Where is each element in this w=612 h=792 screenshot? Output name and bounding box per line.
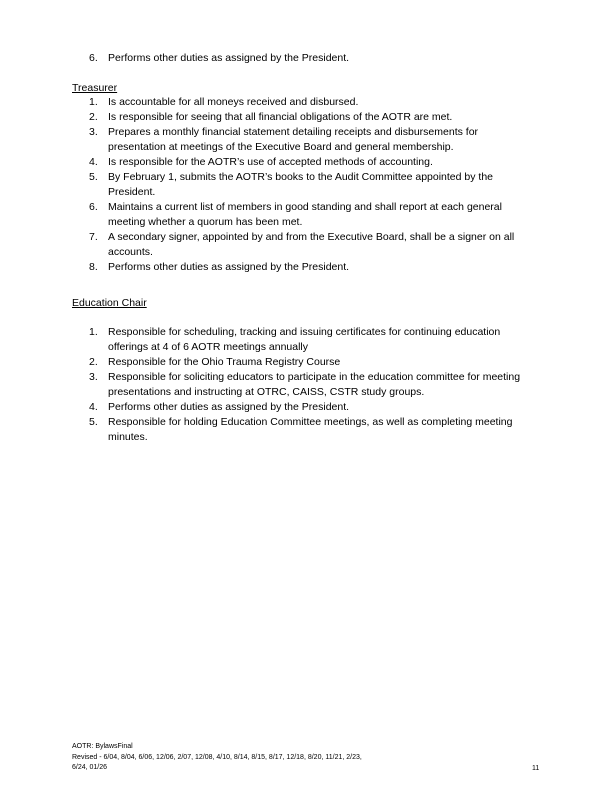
list-item-number: 1. [89,96,98,108]
education-chair-heading: Education Chair [72,297,147,309]
list-item-text: Is accountable for all moneys received and disbursed. [108,96,359,108]
list-item [0,355,538,370]
education-chair-list [0,325,538,445]
list-item-number: 6. [89,201,98,213]
list-item [0,415,538,445]
list-item-text: Responsible for soliciting educators to participate in the education committee for meeting presentations and instructing at OTRC, CAISS, CSTR study groups. [108,371,521,398]
list-item-text: Is responsible for the AOTR’s use of accepted methods of accounting. [108,156,433,168]
list-item-text: Performs other duties as assigned by the President. [108,401,350,413]
list-item [0,260,538,275]
list-item-number: 2. [89,111,98,123]
footer-document-name: AOTR: BylawsFinal [72,743,133,750]
list-item-text: By February 1, submits the AOTR’s books to the Audit Committee appointed by the President. [108,171,494,198]
list-item-text: Responsible for scheduling, tracking and issuing certificates for continuing education offerings at 4 of 6 AOTR meetings annually [108,326,501,353]
treasurer-heading: Treasurer [72,82,118,94]
list-item [0,51,538,66]
list-item-number: 4. [89,401,98,413]
list-item [0,230,538,260]
page-number: 11 [532,765,540,772]
list-item-text: Maintains a current list of members in good standing and shall report at each general meeting whether a quorum has been met. [108,201,502,228]
list-item-text: Is responsible for seeing that all financial obligations of the AOTR are met. [108,111,453,123]
list-item-number: 6. [89,52,98,64]
list-item [0,110,538,125]
list-item [0,170,538,200]
intro-list [0,51,538,66]
list-item [0,155,538,170]
list-item-number: 5. [89,416,98,428]
page-footer [72,742,402,774]
list-item-number: 5. [89,171,98,183]
list-item-text: A secondary signer, appointed by and from the Executive Board, shall be a signer on all accounts. [108,231,515,258]
footer-revision-dates: Revised - 6/04, 8/04, 6/06, 12/06, 2/07, 12/08, 4/10, 8/14, 8/15, 8/17, 12/18, 8/20, 11/21, 2/23, [72,753,362,761]
list-item [0,95,538,110]
list-item [0,325,538,355]
list-item [0,370,538,400]
treasurer-list [0,95,538,275]
list-item-text: Performs other duties as assigned by the President. [108,52,350,64]
list-item-number: 3. [89,371,98,383]
list-item-text: Responsible for the Ohio Trauma Registry Course [108,356,341,368]
list-item [0,200,538,230]
list-item-number: 1. [89,326,98,338]
list-item-number: 7. [89,231,98,243]
list-item-number: 3. [89,126,98,138]
list-item-text: Performs other duties as assigned by the President. [108,261,350,273]
list-item-text: Prepares a monthly financial statement detailing receipts and disbursements for presentation at meetings of the Executive Board and general membership. [108,126,479,153]
list-item-text: Responsible for holding Education Committee meetings, as well as completing meeting minutes. [108,416,513,443]
list-item [0,400,538,415]
list-item-number: 8. [89,261,98,273]
list-item-number: 2. [89,356,98,368]
list-item-number: 4. [89,156,98,168]
list-item [0,125,538,155]
footer-revision-dates-continued: 6/24, 01/26 [72,764,108,771]
